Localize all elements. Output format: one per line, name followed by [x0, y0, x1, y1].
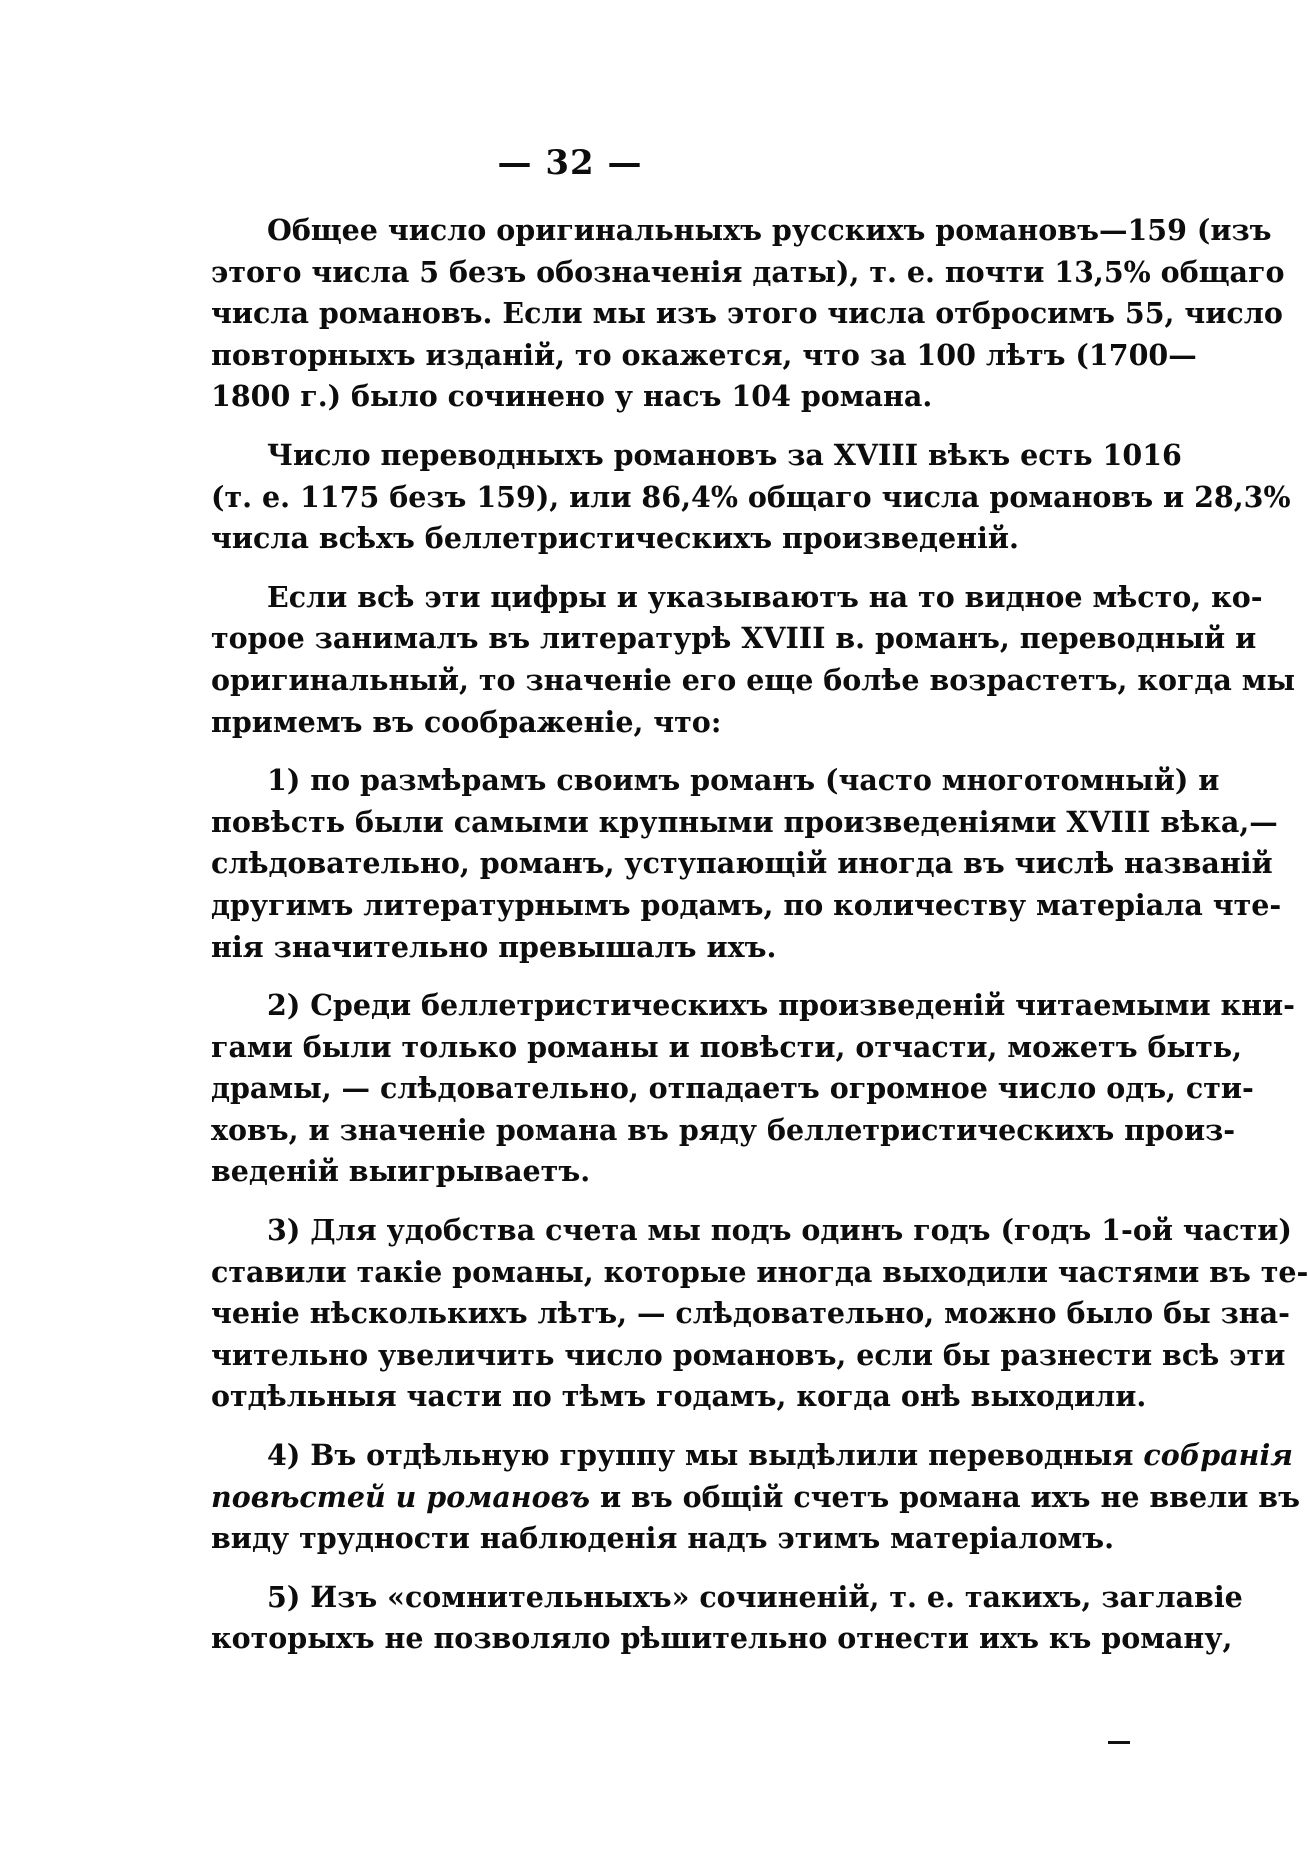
text-line: слѣдовательно, романъ, уступающій иногда въ числѣ названій [211, 846, 1273, 881]
italic-text-run: собранія [1143, 1438, 1293, 1473]
text-line: 1800 г.) было сочинено у насъ 104 романа. [211, 379, 933, 414]
margin-mark [1108, 1741, 1130, 1744]
text-line: драмы, — слѣдовательно, отпадаетъ огромное число одъ, сти- [211, 1071, 1254, 1106]
text-line: веденій выигрываетъ. [211, 1154, 591, 1189]
paragraph-point-1 [211, 760, 1282, 968]
text-run: 4) Въ отдѣльную группу мы выдѣлили переводныя [267, 1438, 1144, 1473]
text-line: Общее число оригинальныхъ русскихъ романовъ—159 (изъ [267, 213, 1272, 247]
text-line [211, 1435, 1293, 1477]
text-line: повторныхъ изданій, то окажется, что за 100 лѣтъ (1700— [211, 337, 1197, 372]
paragraph-original-novels [211, 210, 1285, 418]
text-line: отдѣльныя части по тѣмъ годамъ, когда онѣ выходили. [211, 1379, 1147, 1414]
text-line: повѣсть были самыми крупными произведеніями XVIII вѣка,— [211, 804, 1278, 839]
text-line: ченіе нѣсколькихъ лѣтъ, — слѣдовательно, можно было бы зна- [211, 1296, 1290, 1331]
text-line: 2) Среди беллетристическихъ произведеній читаемыми кни- [267, 988, 1295, 1023]
text-line [211, 1477, 1300, 1519]
paragraph-translated-novels [211, 435, 1291, 560]
paragraph-point-2 [211, 985, 1295, 1193]
text-line: примемъ въ соображеніе, что: [211, 704, 722, 739]
text-line: числа всѣхъ беллетристическихъ произведеній. [211, 521, 1019, 556]
text-line: торое занималъ въ литературѣ XVIII в. романъ, переводный и [211, 621, 1257, 656]
paragraph-point-4 [211, 1435, 1300, 1560]
text-line: (т. е. 1175 безъ 159), или 86,4% общаго числа романовъ и 28,3% [211, 479, 1291, 514]
italic-text-run: повѣстей и романовъ [211, 1479, 591, 1514]
text-line: гами были только романы и повѣсти, отчасти, можетъ быть, [211, 1029, 1242, 1064]
text-line: ставили такіе романы, которые иногда выходили частями въ те- [211, 1254, 1308, 1289]
text-line: оригинальный, то значеніе его еще болѣе возрастетъ, когда мы [211, 662, 1296, 697]
body-text [211, 210, 1308, 1662]
text-line: числа романовъ. Если мы изъ этого числа отбросимъ 55, число [211, 296, 1283, 331]
text-line: Если всѣ эти цифры и указываютъ на то видное мѣсто, ко- [267, 579, 1263, 614]
text-line: другимъ литературнымъ родамъ, по количеству матеріала чте- [211, 887, 1282, 922]
paragraph-significance [211, 577, 1296, 743]
text-line: которыхъ не позволяло рѣшительно отнести ихъ къ роману, [211, 1621, 1233, 1656]
paragraph-point-5 [211, 1577, 1243, 1660]
text-line: 1) по размѣрамъ своимъ романъ (часто многотомный) и [267, 763, 1220, 798]
paragraph-point-3 [211, 1210, 1308, 1418]
text-line: 3) Для удобства счета мы подъ одинъ годъ (годъ 1-ой части) [267, 1213, 1292, 1248]
text-line: виду трудности наблюденія надъ этимъ матеріаломъ. [211, 1521, 1114, 1556]
text-run: и въ общій счетъ романа ихъ не ввели въ [590, 1479, 1300, 1514]
text-line: чительно увеличить число романовъ, если бы разнести всѣ эти [211, 1337, 1286, 1372]
text-line: Число переводныхъ романовъ за XVIII вѣкъ есть 1016 [267, 437, 1182, 472]
text-line: 5) Изъ «сомнительныхъ» сочиненій, т. е. такихъ, заглавіе [267, 1579, 1243, 1614]
text-line: этого числа 5 безъ обозначенія даты), т. е. почти 13,5% общаго [211, 254, 1285, 289]
page-number: — 32 — [497, 143, 643, 183]
text-line: ховъ, и значеніе романа въ ряду беллетристическихъ произ- [211, 1112, 1236, 1147]
text-line: нія значительно превышалъ ихъ. [211, 929, 777, 964]
